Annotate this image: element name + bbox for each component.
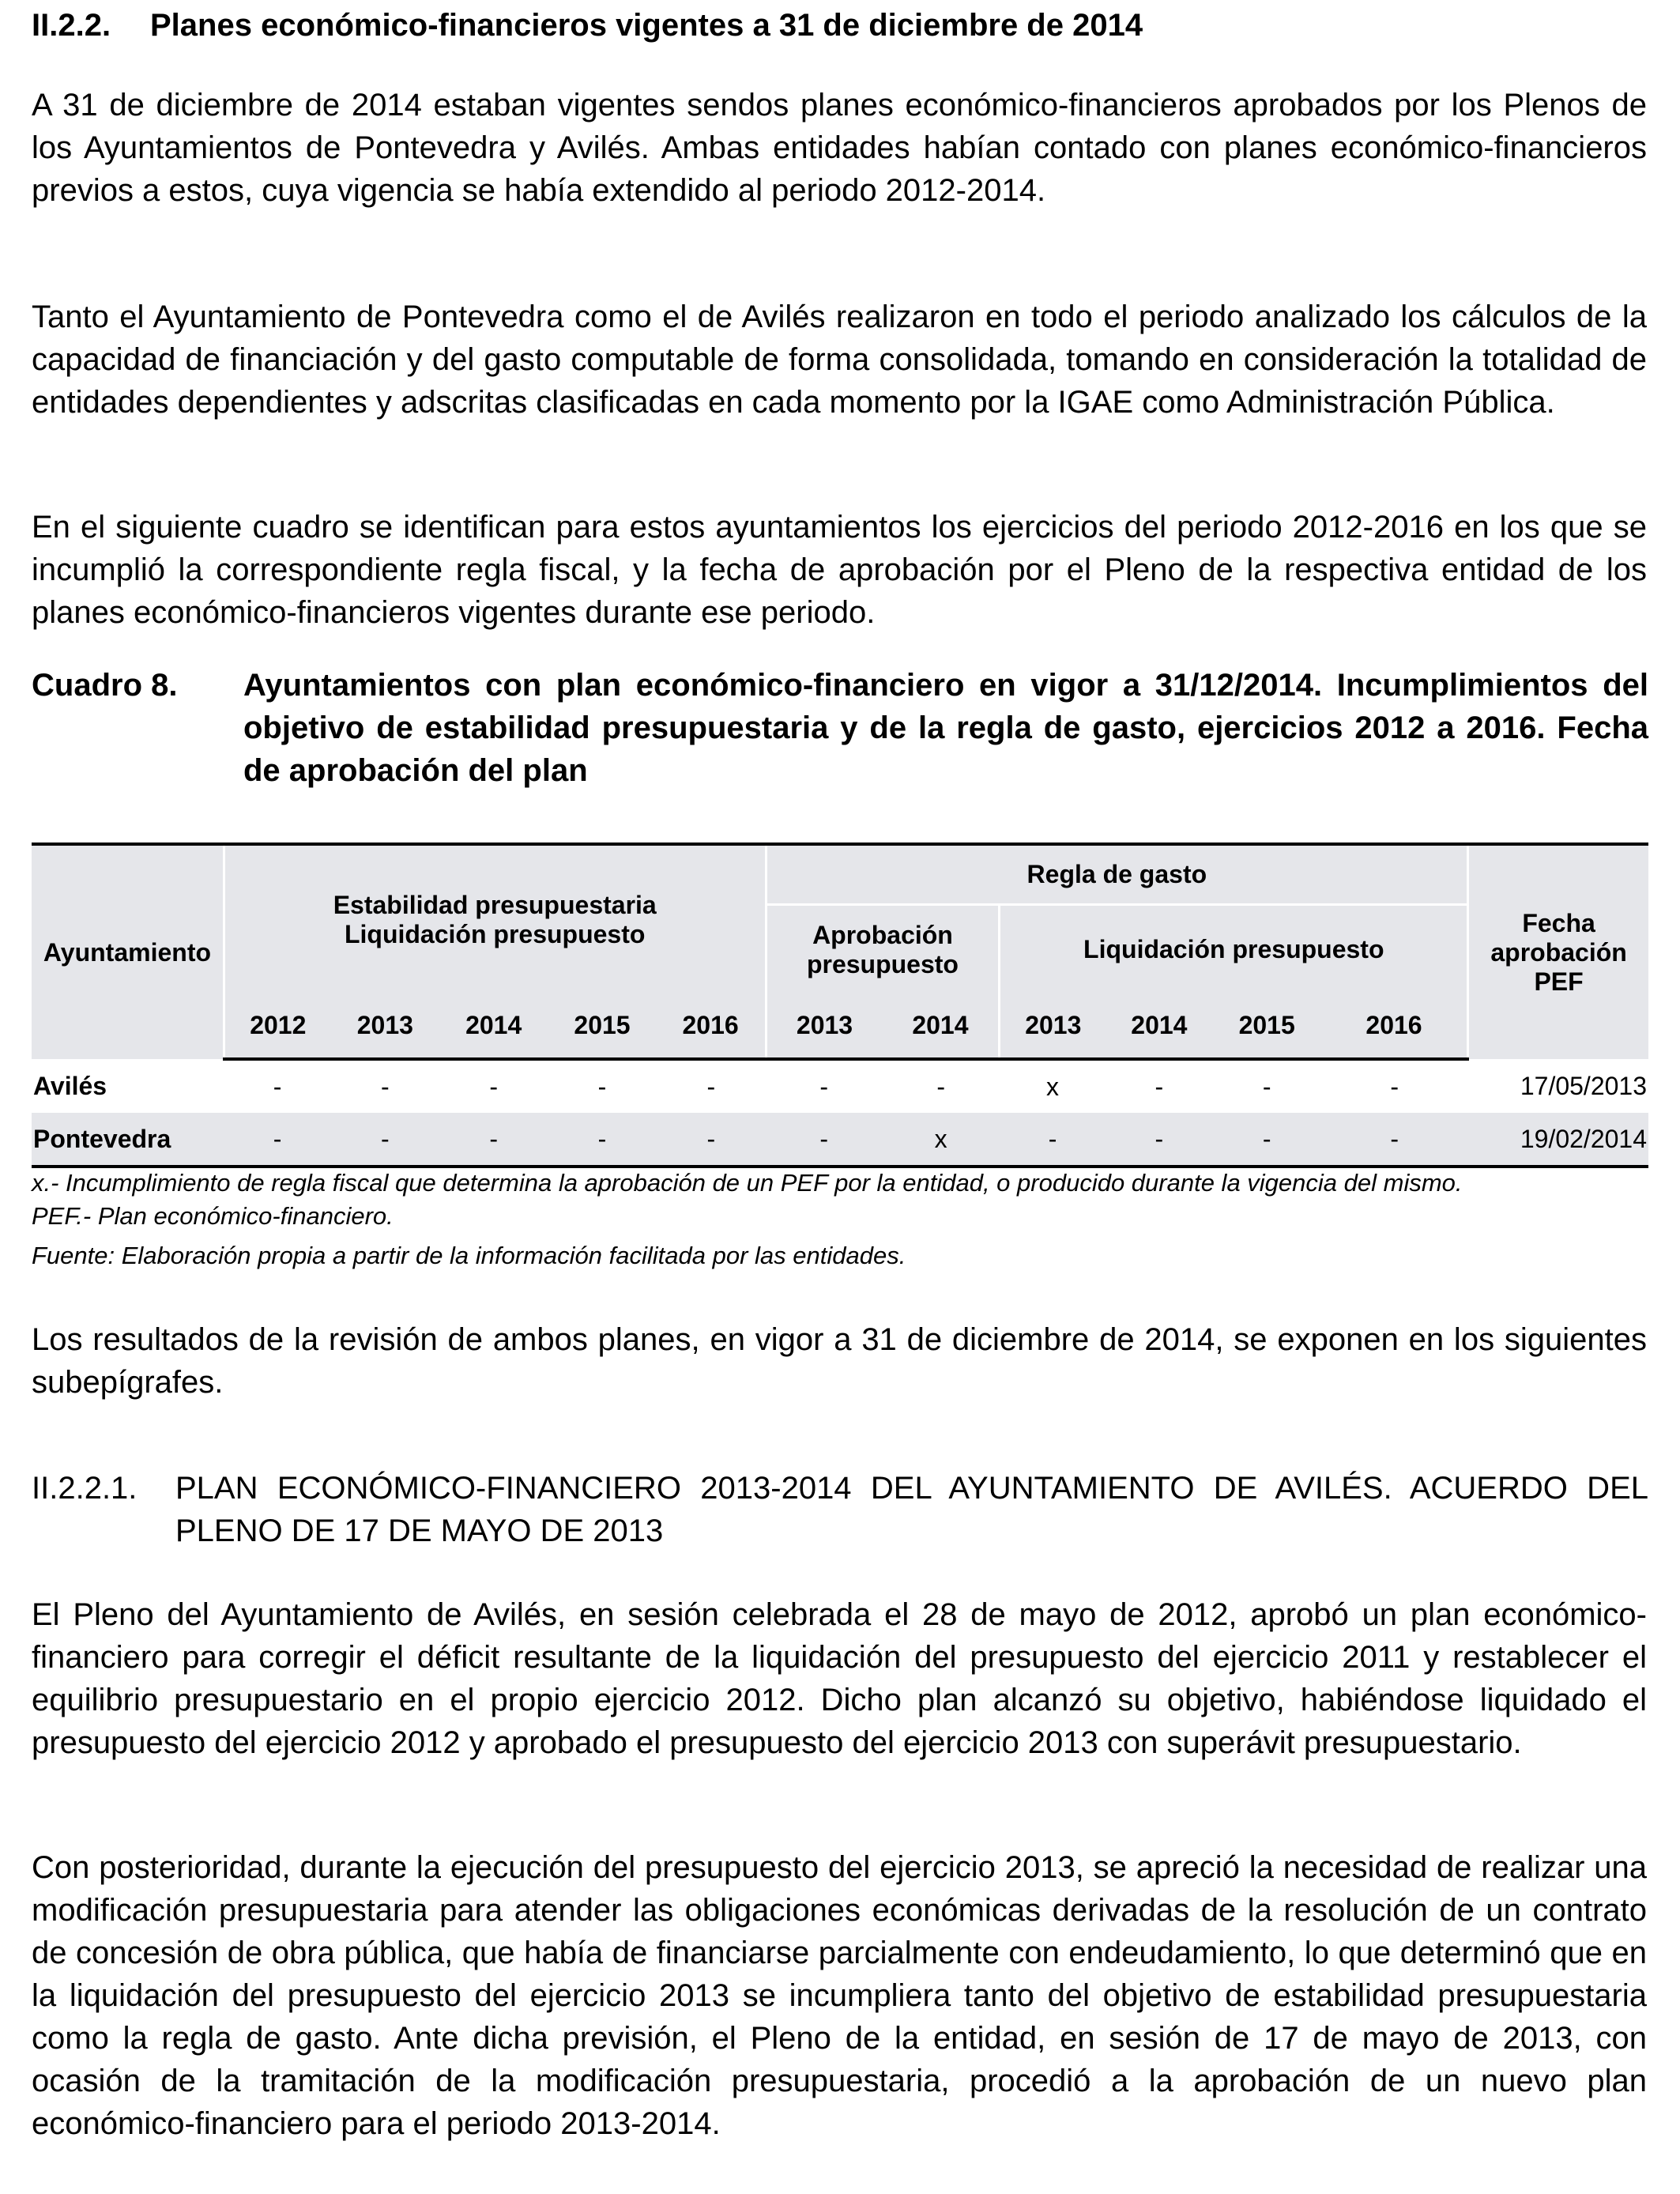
body-paragraph-1: El Pleno del Ayuntamiento de Avilés, en sesión celebrada el 28 de mayo de 2012, aprobó un plan económico-financiero para corregir el déficit resultante de la liquidación del presupuesto del ejercicio 2011 y restablecer el equilibrio presupuestario en el propio ejercicio 2012. Dicho plan alcanzó su objetivo, habiéndose liquidado el presupuesto del ejercicio 2012 y aprobado el presupuesto del ejercicio 2013 con superávit presupuestario.	[32, 1597, 1647, 1760]
year-header: 2015	[548, 993, 656, 1059]
note-source: Fuente: Elaboración propia a partir de la información facilitada por las entidades.	[32, 1242, 906, 1269]
table-cell: -	[657, 1059, 766, 1113]
paragraph-2: Tanto el Ayuntamiento de Pontevedra como el de Avilés realizaron en todo el periodo analizado los cálculos de la capacidad de financiación y del gasto computable de forma consolidada, tomando en consideración la totalidad de entidades dependientes y adscritas clasificadas en cada momento por la IGAE como Administración Pública.	[32, 300, 1647, 420]
table-cell: -	[766, 1059, 882, 1113]
table-cell: -	[1321, 1059, 1468, 1113]
year-header: 2016	[1321, 993, 1468, 1059]
year-header: 2014	[1106, 993, 1212, 1059]
header-fecha-line1: Fecha	[1522, 908, 1595, 937]
year-header: 2013	[1000, 993, 1106, 1059]
subsection-title: PLAN ECONÓMICO-FINANCIERO 2013-2014 DEL AYUNTAMIENTO DE AVILÉS. ACUERDO DEL PLENO DE 17 DE MAYO DE 2013	[175, 1471, 1648, 1548]
row-date: 19/02/2014	[1468, 1113, 1648, 1167]
table-cell: x	[882, 1113, 999, 1167]
table-cell: -	[439, 1059, 548, 1113]
table-cell: -	[1321, 1113, 1468, 1167]
paragraph-1: A 31 de diciembre de 2014 estaban vigentes sendos planes económico-financieros aprobados por los Plenos de los Ayuntamientos de Pontevedra y Avilés. Ambas entidades habían contado con planes económico-financieros previos a estos, cuya vigencia se había extendido al periodo 2012-2014.	[32, 88, 1647, 208]
year-header: 2012	[224, 993, 330, 1059]
year-header: 2016	[657, 993, 766, 1059]
caption-label: Cuadro 8.	[32, 668, 178, 703]
data-table	[32, 843, 1648, 1168]
paragraph-3: En el siguiente cuadro se identifican para estos ayuntamientos los ejercicios del periodo 2012-2016 en los que se incumplió la correspondiente regla fiscal, y la fecha de aprobación por el Pleno de la respectiva entidad de los planes económico-financieros vigentes durante ese periodo.	[32, 510, 1647, 630]
table-cell: -	[657, 1113, 766, 1167]
table-cell: -	[224, 1059, 330, 1113]
header-fecha-line2: aprobación	[1490, 937, 1627, 967]
paragraph-after-table: Los resultados de la revisión de ambos planes, en vigor a 31 de diciembre de 2014, se exponen en los siguientes subepígrafes.	[32, 1322, 1647, 1400]
table-cell: -	[766, 1113, 882, 1167]
body-paragraph-2: Con posterioridad, durante la ejecución del presupuesto del ejercicio 2013, se apreció la necesidad de realizar una modificación presupuestaria para atender las obligaciones económicas derivadas de la resolución de un contrato de concesión de obra pública, que había de financiarse parcialmente con endeudamiento, lo que determinó que en la liquidación del presupuesto del ejercicio 2013 se incumpliera tanto del objetivo de estabilidad presupuestaria como la regla de gasto. Ante dicha previsión, el Pleno de la entidad, en sesión de 17 de mayo de 2013, con ocasión de la tramitación de la modificación presupuestaria, procedió a la aprobación de un nuevo plan económico-financiero para el periodo 2013-2014.	[32, 1850, 1647, 2141]
header-aprobacion-line2: presupuesto	[806, 949, 959, 978]
table-container	[32, 843, 1648, 1168]
header-aprobacion-line1: Aprobación	[812, 920, 953, 949]
header-fecha-line3: PEF	[1534, 967, 1584, 996]
header-estabilidad-line1: Estabilidad presupuestaria	[333, 890, 657, 919]
header-estabilidad-line2: Liquidación presupuesto	[344, 919, 646, 948]
table-cell: -	[1213, 1113, 1321, 1167]
table-row	[32, 1059, 1648, 1113]
section-number: II.2.2.	[32, 8, 111, 43]
year-header: 2013	[331, 993, 439, 1059]
table-row	[32, 1113, 1648, 1167]
header-ayuntamiento: Ayuntamiento	[32, 844, 224, 1059]
header-fecha-pef	[1468, 844, 1648, 1059]
year-header: 2014	[882, 993, 999, 1059]
note-x: x.- Incumplimiento de regla fiscal que determina la aprobación de un PEF por la entidad, o producido durante la vigencia del mismo.	[32, 1169, 1463, 1197]
table-notes	[32, 1167, 1463, 1272]
note-pef: PEF.- Plan económico-financiero.	[32, 1202, 394, 1230]
table-cell: -	[1000, 1113, 1106, 1167]
table-cell: -	[1213, 1059, 1321, 1113]
table-cell: -	[1106, 1113, 1212, 1167]
table-cell: -	[1106, 1059, 1212, 1113]
table-cell: -	[548, 1059, 656, 1113]
year-header: 2013	[766, 993, 882, 1059]
row-name: Pontevedra	[32, 1113, 224, 1167]
year-header: 2015	[1213, 993, 1321, 1059]
header-regla-gasto: Regla de gasto	[766, 844, 1468, 905]
table-cell: -	[331, 1059, 439, 1113]
table-cell: -	[882, 1059, 999, 1113]
caption-text: Ayuntamientos con plan económico-financiero en vigor a 31/12/2014. Incumplimientos del objetivo de estabilidad presupuestaria y de la regla de gasto, ejercicios 2012 a 2016. Fecha de aprobación del plan	[243, 668, 1648, 788]
section-heading	[32, 3, 1143, 47]
header-liquidacion-presupuesto: Liquidación presupuesto	[1000, 905, 1468, 994]
header-estabilidad	[224, 844, 766, 993]
header-aprobacion-presupuesto	[766, 905, 1000, 994]
row-name: Avilés	[32, 1059, 224, 1113]
table-cell: -	[439, 1113, 548, 1167]
table-cell: -	[224, 1113, 330, 1167]
table-cell: x	[1000, 1059, 1106, 1113]
year-header: 2014	[439, 993, 548, 1059]
section-title: Planes económico-financieros vigentes a 31 de diciembre de 2014	[150, 8, 1143, 43]
table-cell: -	[548, 1113, 656, 1167]
table-cell: -	[331, 1113, 439, 1167]
row-date: 17/05/2013	[1468, 1059, 1648, 1113]
subsection-number: II.2.2.1.	[32, 1471, 137, 1506]
